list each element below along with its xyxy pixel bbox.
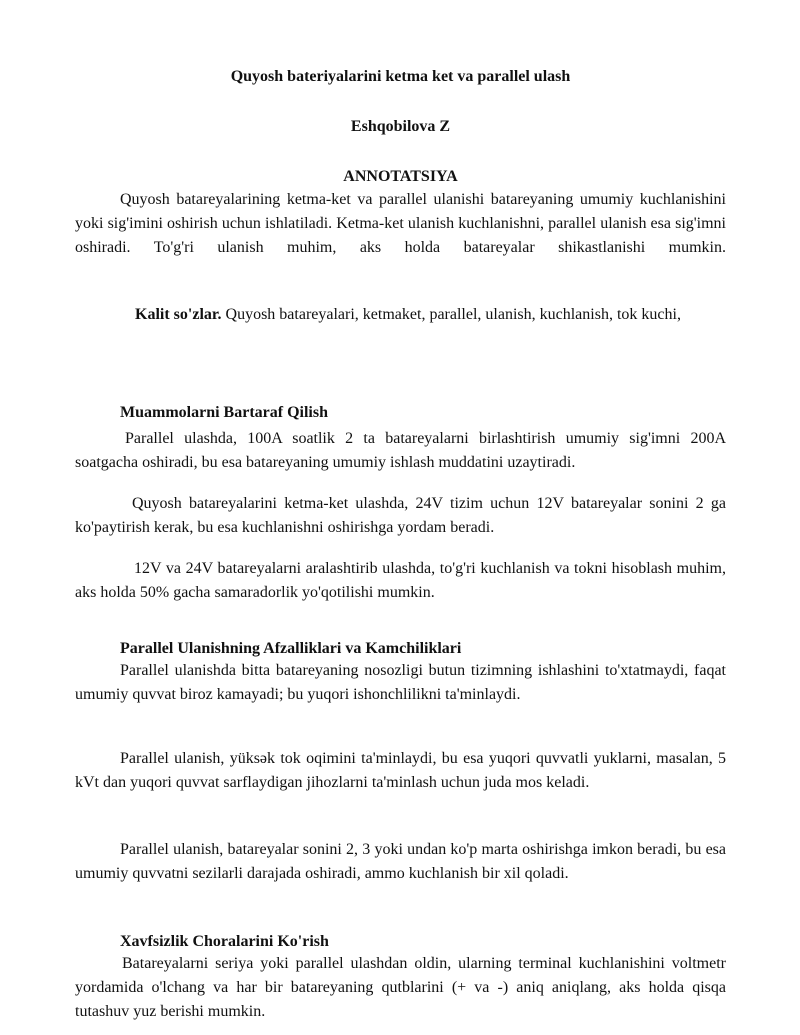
- troubleshooting-paragraph-3: 12V va 24V batareyalarni aralashtirib ulashda, to'g'ri kuchlanish va tokni hisoblash muhim, aks holda 50% gacha samaradorlik yo'qotilishi mumkin.: [75, 560, 726, 601]
- document-title: Quyosh bateriyalarini ketma ket va parallel ulash: [230, 68, 571, 85]
- abstract-paragraph: Quyosh batareyalarining ketma-ket va parallel ulanishi batareyaning umumiy kuchlanishini yoki sig'imini oshirish uchun ishlatiladi. Ketma-ket ulanish kuchlanishni, parallel ulanish esa sig'imni oshiradi. To'g'ri ulanish muhim, aks holda batareyalar shikastlanishi mumkin.: [75, 191, 726, 256]
- section-heading-troubleshooting: Muammolarni Bartaraf Qilish: [120, 404, 328, 421]
- parallel-paragraph-2: Parallel ulanish, yüksək tok oqimini ta'minlaydi, bu esa yuqori quvvatli yuklarni, masalan, 5 kVt dan yuqori quvvat sarflaydigan jihozlarni ta'minlash uchun juda mos keladi.: [75, 750, 726, 791]
- section-heading-safety: Xavfsizlik Choralarini Ko'rish: [120, 933, 329, 950]
- keywords-paragraph: [75, 303, 726, 327]
- safety-paragraph-1: Batareyalarni seriya yoki parallel ulashdan oldin, ularning terminal kuchlanishini voltmetr yordamida o'lchang va har bir batareyaning qutblarini (+ va -) aniq aniqlang, aks holda qisqa tutashuv yuz berishi mumkin.: [75, 955, 726, 1020]
- keywords-text: Quyosh batareyalari, ketmaket, parallel, ulanish, kuchlanish, tok kuchi,: [221, 306, 681, 323]
- troubleshooting-paragraph-2: Quyosh batareyalarini ketma-ket ulashda, 24V tizim uchun 12V batareyalar sonini 2 ga ko'paytirish kerak, bu esa kuchlanishni oshirishga yordam beradi.: [75, 495, 726, 536]
- keywords-label: Kalit so'zlar.: [135, 306, 222, 323]
- parallel-paragraph-3: Parallel ulanish, batareyalar sonini 2, 3 yoki undan ko'p marta oshirishga imkon beradi, bu esa umumiy quvvatni sezilarli darajada oshiradi, ammo kuchlanish bir xil qoladi.: [75, 841, 726, 882]
- document-author: Eshqobilova Z: [350, 118, 451, 135]
- section-heading-parallel: Parallel Ulanishning Afzalliklari va Kamchiliklari: [120, 640, 462, 657]
- troubleshooting-paragraph-1: Parallel ulashda, 100A soatlik 2 ta batareyalarni birlashtirish umumiy sig'imni 200A soatgacha oshiradi, bu esa batareyaning umumiy ishlash muddatini uzaytiradi.: [75, 430, 726, 471]
- abstract-heading: ANNOTATSIYA: [343, 168, 458, 185]
- parallel-paragraph-1: Parallel ulanishda bitta batareyaning nosozligi butun tizimning ishlashini to'xtatmaydi, faqat umumiy quvvat biroz kamayadi; bu yuqori ishonchlilikni ta'minlaydi.: [75, 662, 726, 703]
